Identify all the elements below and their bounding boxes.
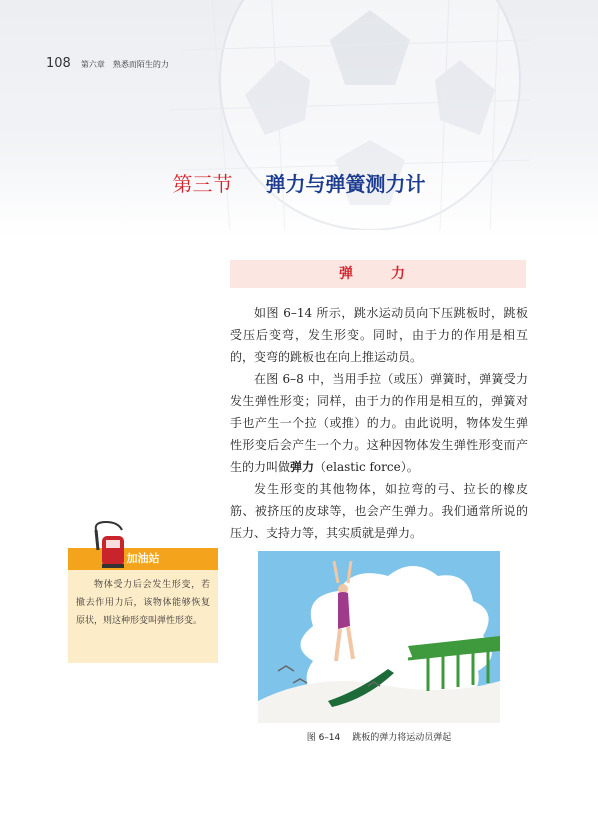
section-heading bbox=[0, 168, 598, 197]
paragraph-2-text: 在图 6–8 中，当用手拉（或压）弹簧时，弹簧受力发生弹性形变；同样，由于力的作用是相互的，弹簧对手也产生一个拉（或推）的力。由此说明，物体发生弹性形变后会产生一个力。这种因物体发生弹性形变而产生的力叫做 bbox=[230, 372, 528, 474]
diving-board-illustration bbox=[258, 551, 500, 723]
paragraph-2-tail: （elastic force）。 bbox=[314, 460, 419, 474]
sidebar-title: 加油站 bbox=[68, 548, 218, 570]
figure-caption-text: 跳板的弹力将运动员弹起 bbox=[352, 733, 452, 743]
chapter-banner bbox=[0, 0, 598, 236]
chapter-title: 第六章 熟悉而陌生的力 bbox=[80, 60, 169, 69]
paragraph-3: 发生形变的其他物体，如拉弯的弓、拉长的橡皮筋、被挤压的皮球等，也会产生弹力。我们通常所说的压力、支持力等，其实质就是弹力。 bbox=[230, 482, 528, 540]
subheading-elastic-force: 弹 力 bbox=[230, 260, 526, 288]
figure-caption bbox=[258, 730, 500, 743]
paragraph-1: 如图 6–14 所示，跳水运动员向下压跳板时，跳板受压后变弯，发生形变。同时，由于力的作用是相互的，变弯的跳板也在向上推运动员。 bbox=[230, 306, 528, 364]
key-term: 弹力 bbox=[290, 460, 315, 474]
section-number: 第三节 bbox=[172, 172, 233, 196]
body-text bbox=[230, 302, 528, 544]
figure-number: 图 6–14 bbox=[306, 733, 341, 743]
sidebar-body bbox=[68, 570, 218, 663]
paragraph-2 bbox=[230, 368, 528, 478]
page-number: 108 bbox=[46, 56, 71, 71]
sidebar-text: 物体受力后会发生形变，若撤去作用力后，该物体能够恢复原状，则这种形变叫弹性形变。 bbox=[76, 580, 210, 626]
fuel-pump-icon bbox=[88, 520, 128, 570]
section-title: 弹力与弹簧测力计 bbox=[265, 172, 426, 196]
sidebar-tip-box bbox=[68, 548, 218, 663]
running-header bbox=[46, 56, 169, 71]
